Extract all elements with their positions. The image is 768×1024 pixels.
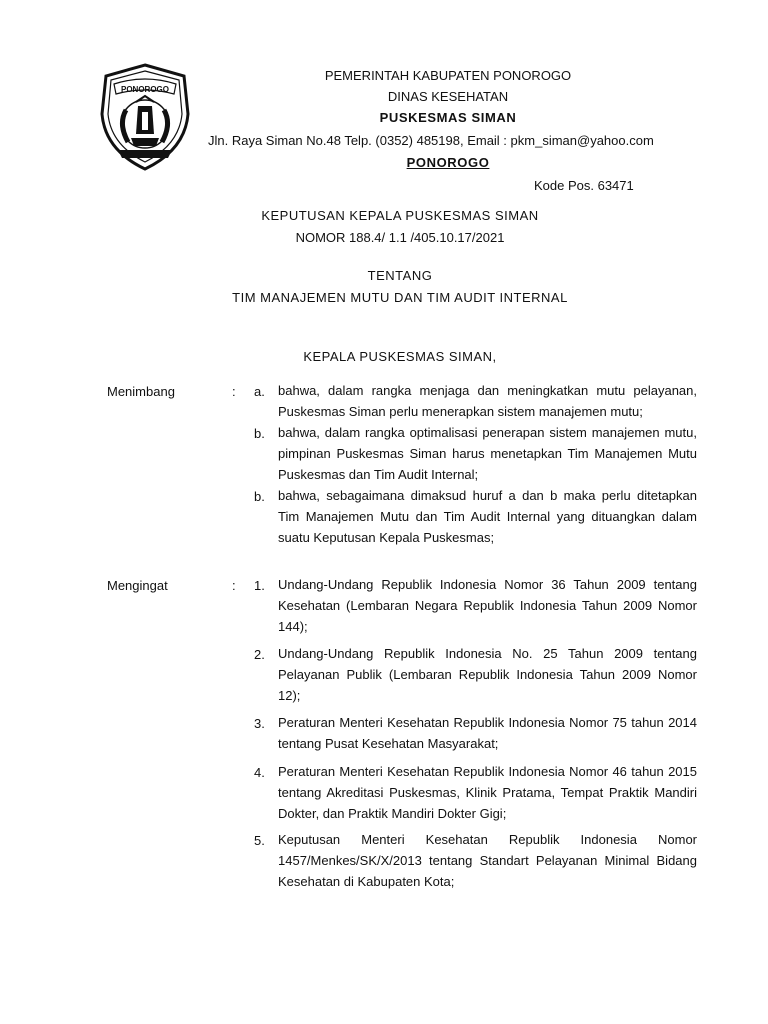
letterhead-institution: PUSKESMAS SIMAN [379,110,517,125]
menimbang-item-marker: b. [254,426,265,441]
letterhead-address: Jln. Raya Siman No.48 Telp. (0352) 485198, Email : pkm_siman@yahoo.com [208,133,654,148]
decree-about: TENTANG [367,268,433,283]
menimbang-label: Menimbang [107,384,175,399]
emblem-shield-icon [98,62,192,172]
menimbang-item-marker: a. [254,384,265,399]
menimbang-item-text: bahwa, sebagaimana dimaksud huruf a dan b maka perlu ditetapkan Tim Manajemen Mutu dan Tim Audit Internal yang dituangkan dalam suatu Keputusan Kepala Puskesmas; [278,488,697,545]
mengingat-item-marker: 3. [254,716,265,731]
ponorogo-emblem-logo [98,62,192,172]
letterhead-department: DINAS KESEHATAN [387,89,509,104]
menimbang-item-text: bahwa, dalam rangka optimalisasi penerapan sistem manajemen mutu, pimpinan Puskesmas Siman harus menetapkan Tim Manajemen Mutu Puskesmas dan Tim Audit Internal; [278,425,697,482]
svg-text:PONOROGO: PONOROGO [120,85,170,94]
menimbang-item-text: bahwa, dalam rangka menjaga dan meningkatkan mutu pelayanan, Puskesmas Siman perlu menerapkan sistem manajemen mutu; [278,383,697,419]
mengingat-item-text: Keputusan Menteri Kesehatan Republik Indonesia Nomor 1457/Menkes/SK/X/2013 tentang Standart Pelayanan Minimal Bidang Kesehatan di Kabupaten Kota; [278,832,697,889]
mengingat-item-marker: 4. [254,765,265,780]
decree-title: KEPUTUSAN KEPALA PUSKESMAS SIMAN [261,208,539,223]
mengingat-item-marker: 5. [254,833,265,848]
mengingat-item-text: Undang-Undang Republik Indonesia Nomor 36 Tahun 2009 tentang Kesehatan (Lembaran Negara Republik Indonesia Tahun 2009 Nomor 144); [278,577,697,634]
letterhead-government: PEMERINTAH KABUPATEN PONOROGO [324,68,572,83]
menimbang-item-marker: b. [254,489,265,504]
letterhead-city: PONOROGO [406,155,490,170]
decree-issuer: KEPALA PUSKESMAS SIMAN, [303,349,497,364]
mengingat-item-text: Peraturan Menteri Kesehatan Republik Indonesia Nomor 46 tahun 2015 tentang Akreditasi Puskesmas, Klinik Pratama, Tempat Praktik Mandiri Dokter, dan Praktik Mandiri Dokter Gigi; [278,764,697,821]
menimbang-colon: : [232,384,236,399]
decree-subject: TIM MANAJEMEN MUTU DAN TIM AUDIT INTERNAL [232,290,568,305]
mengingat-item-text: Peraturan Menteri Kesehatan Republik Indonesia Nomor 75 tahun 2014 tentang Pusat Kesehatan Masyarakat; [278,715,697,751]
mengingat-label: Mengingat [107,578,168,593]
decree-number: NOMOR 188.4/ 1.1 /405.10.17/2021 [295,230,505,245]
mengingat-colon: : [232,578,236,593]
mengingat-item-marker: 2. [254,647,265,662]
mengingat-item-marker: 1. [254,578,265,593]
letterhead-postal-code: Kode Pos. 63471 [534,178,634,193]
mengingat-item-text: Undang-Undang Republik Indonesia No. 25 Tahun 2009 tentang Pelayanan Publik (Lembaran Republik Indonesia Tahun 2009 Nomor 12); [278,646,697,703]
